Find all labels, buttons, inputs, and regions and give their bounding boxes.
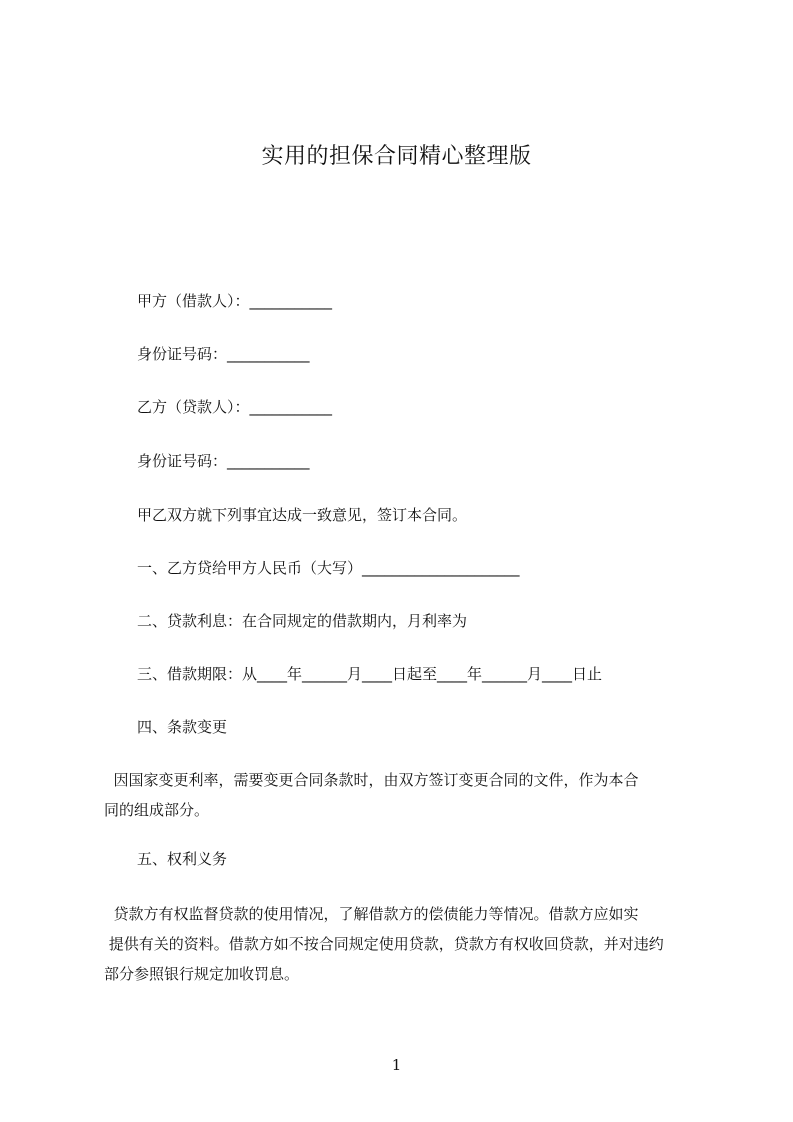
paragraph-line: 因国家变更利率，需要变更合同条款时，由双方签订变更合同的文件，作为本合 [104, 771, 639, 789]
clause-3-loan-term: 三、借款期限：从____年______月____日起至____年______月____日止 [137, 665, 603, 683]
paragraph-line: 贷款方有权监督贷款的使用情况，了解借款方的偿债能力等情况。借款方应如实 [104, 905, 639, 923]
agreement-statement: 甲乙双方就下列事宜达成一致意见，签订本合同。 [137, 506, 468, 524]
party-b-line: 乙方（贷款人）：___________ [137, 398, 333, 416]
page-number: 1 [391, 1056, 402, 1074]
id-number-b-line: 身份证号码：___________ [137, 452, 310, 470]
paragraph-line: 部分参照银行规定加收罚息。 [104, 965, 300, 983]
paragraph-line: 提供有关的资料。借款方如不按合同规定使用贷款，贷款方有权收回贷款，并对违约 [104, 935, 664, 953]
clause-2-interest: 二、贷款利息：在合同规定的借款期内，月利率为 [137, 612, 468, 630]
paragraph-line: 同的组成部分。 [104, 801, 210, 819]
document-title: 实用的担保合同精心整理版 [261, 144, 532, 169]
party-a-line: 甲方（借款人）：___________ [137, 292, 333, 310]
clause-4-heading: 四、条款变更 [137, 718, 228, 736]
id-number-a-line: 身份证号码：___________ [137, 345, 310, 363]
clause-4-paragraph [104, 765, 700, 825]
clause-1-loan-amount: 一、乙方贷给甲方人民币（大写）_____________________ [137, 559, 520, 577]
clause-5-heading: 五、权利义务 [137, 850, 228, 868]
clause-5-paragraph [104, 899, 700, 989]
